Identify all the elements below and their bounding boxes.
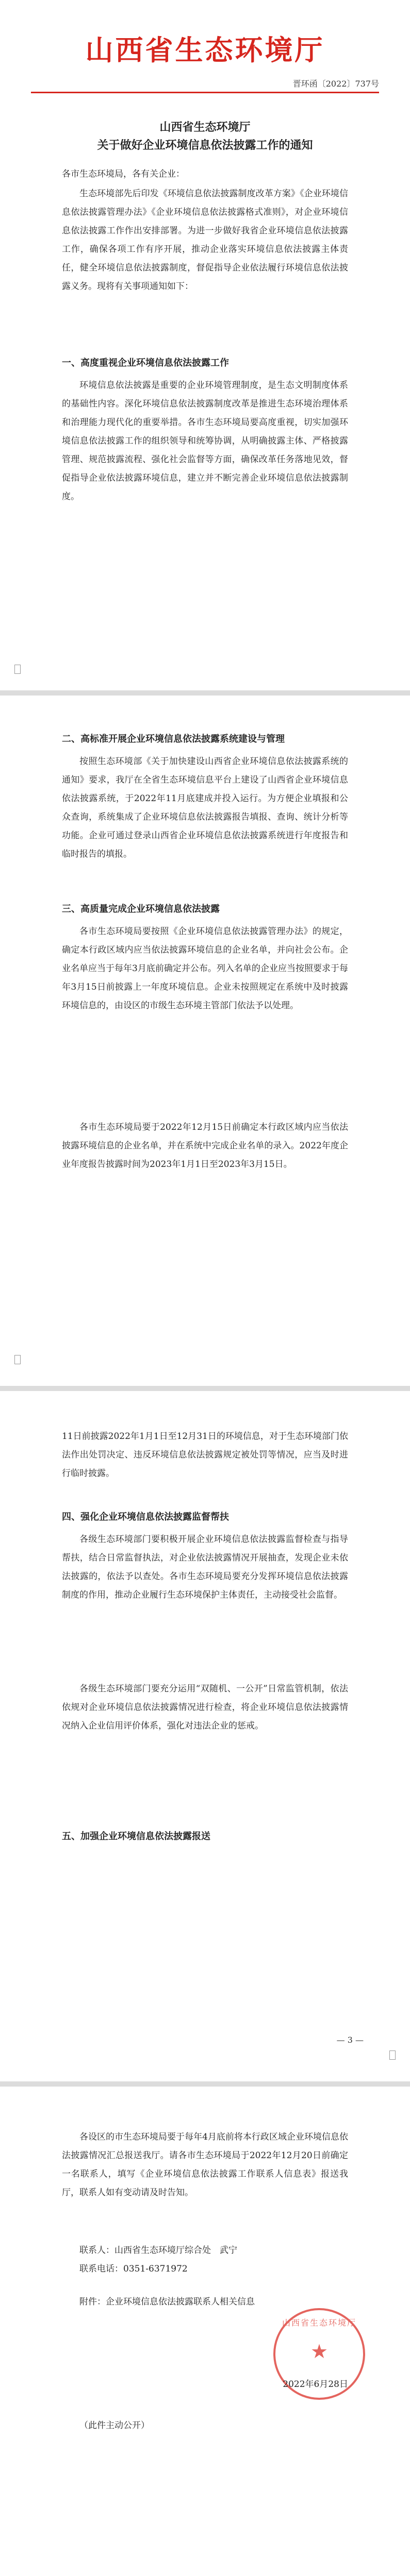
intro-paragraph: 生态环境部先后印发《环境信息依法披露制度改革方案》《企业环境信息依法披露管理办法》《企业环境信息依法披露格式准则》，对企业环境信息依法披露工作作出安排部署。为进一步做好我省企业环境信息依法披露工作，确保各项工作有序开展，推动企业落实环境信息依法披露主体责任，健全环境信息依法披露制度，督促指导企业依法履行环境信息依法披露义务。现将有关事项通知如下： xyxy=(62,189,348,292)
page-separator xyxy=(0,2081,410,2087)
closing-paragraph: 各设区的市生态环境局要于每年4月底前将本行政区域企业环境信息依法披露情况汇总报送我厅。请各市生态环境局于2022年12月20日前确定一名联系人，填写《企业环境信息依法披露工作联系人信息表》报送我厅，联系人如有变动请及时告知。 xyxy=(62,2132,348,2198)
page-number: — 3 — xyxy=(336,2035,364,2045)
section2-heading: 二、高标准开展企业环境信息依法披露系统建设与管理 xyxy=(62,734,285,744)
page-1 xyxy=(0,0,410,690)
page-separator xyxy=(0,1386,410,1391)
section5-heading: 五、加强企业环境信息依法披露报送 xyxy=(62,1831,210,1842)
section4-body: 各级生态环境部门要积极开展企业环境信息依法披露监督检查与指导帮扶，结合日常监督执法，对企业依法披露情况开展抽查，发现企业未依法披露的，依法予以查处。各市生态环境局要充分发挥环境信息依法披露制度的作用，推动企业履行生态环境保护主体责任，主动接受社会监督。 xyxy=(62,1534,348,1600)
binding-mark xyxy=(14,665,21,674)
page-2 xyxy=(0,696,410,1386)
section4-heading: 四、强化企业环境信息依法披露监督帮扶 xyxy=(62,1512,229,1522)
org-title: 山西省生态环境厅 xyxy=(85,34,325,66)
salutation: 各市生态环境局，各有关企业： xyxy=(62,169,185,179)
section3-heading: 三、高质量完成企业环境信息依法披露 xyxy=(62,904,220,914)
seal-text: 山西省生态环境厅 xyxy=(282,2318,356,2328)
section3-body: 各市生态环境局要按照《企业环境信息依法披露管理办法》的规定，确定本行政区域内应当依法披露环境信息的企业名单，并向社会公布。企业名单应当于每年3月底前确定并公布。列入名单的企业应当按照要求于每年3月15日前披露上一年度环境信息。企业未按照规定在系统中及时披露环境信息的，由设区的市级生态环境主管部门依法予以处理。 xyxy=(62,926,348,1011)
doc-title-line1: 山西省生态环境厅 xyxy=(159,121,251,134)
page-4 xyxy=(0,2087,410,2576)
page-3 xyxy=(0,1391,410,2081)
section1-heading: 一、高度重视企业环境信息依法披露工作 xyxy=(62,358,229,368)
contact-phone: 联系电话：0351-6371972 xyxy=(79,2264,188,2274)
doc-title-line2: 关于做好企业环境信息依法披露工作的通知 xyxy=(97,139,313,152)
section3-body2: 各市生态环境局要于2022年12月15日前确定本行政区域内应当依法披露环境信息的企业名单，并在系统中完成企业名单的录入。2022年度企业年度报告披露时间为2023年1月1日至2023年3月15日。 xyxy=(62,1122,348,1170)
seal-star-icon: ★ xyxy=(310,2340,329,2363)
binding-mark xyxy=(389,2050,396,2060)
page-separator xyxy=(0,690,410,696)
issue-date: 2022年6月28日 xyxy=(283,2379,348,2389)
red-divider xyxy=(31,92,379,93)
doc-number: 晋环函〔2022〕737号 xyxy=(292,79,379,89)
continued-text: 11日前披露2022年1月1日至12月31日的环境信息，对于生态环境部门依法作出处罚决定、违反环境信息依法披露规定被处罚等情况，应当及时进行临时披露。 xyxy=(62,1431,348,1479)
binding-mark xyxy=(14,1355,21,1364)
section1-body: 环境信息依法披露是重要的企业环境管理制度，是生态文明制度体系的基础性内容。深化环境信息依法披露制度改革是推进生态环境治理体系和治理能力现代化的重要举措。各市生态环境局要高度重视，切实加强环境信息依法披露工作的组织领导和统筹协调，从明确披露主体、严格披露管理、规范披露流程、强化社会监督等方面，确保改革任务落地见效，督促指导企业依法披露环境信息，建立并不断完善企业环境信息依法披露制度。 xyxy=(62,380,348,502)
disclosure-note: （此件主动公开） xyxy=(79,2420,150,2431)
section4-body2: 各级生态环境部门要充分运用“双随机、一公开”日常监管机制，依法依规对企业环境信息依法披露情况进行检查，将企业环境信息依法披露情况纳入企业信用评价体系，强化对违法企业的惩戒。 xyxy=(62,1684,348,1731)
attachment-line: 附件：企业环境信息依法披露联系人相关信息 xyxy=(79,2297,255,2307)
contact-person: 联系人：山西省生态环境厅综合处 武宁 xyxy=(79,2245,237,2256)
section2-body: 按照生态环境部《关于加快建设山西省企业环境信息依法披露系统的通知》要求，我厅在全省生态环境信息平台上建设了山西省企业环境信息依法披露系统，于2022年11月底建成并投入运行。为方便企业填报和公众查询，系统集成了企业环境信息依法披露报告填报、查询、统计分析等功能。企业可通过登录山西省企业环境信息依法披露系统进行年度报告和临时报告的填报。 xyxy=(62,756,348,859)
